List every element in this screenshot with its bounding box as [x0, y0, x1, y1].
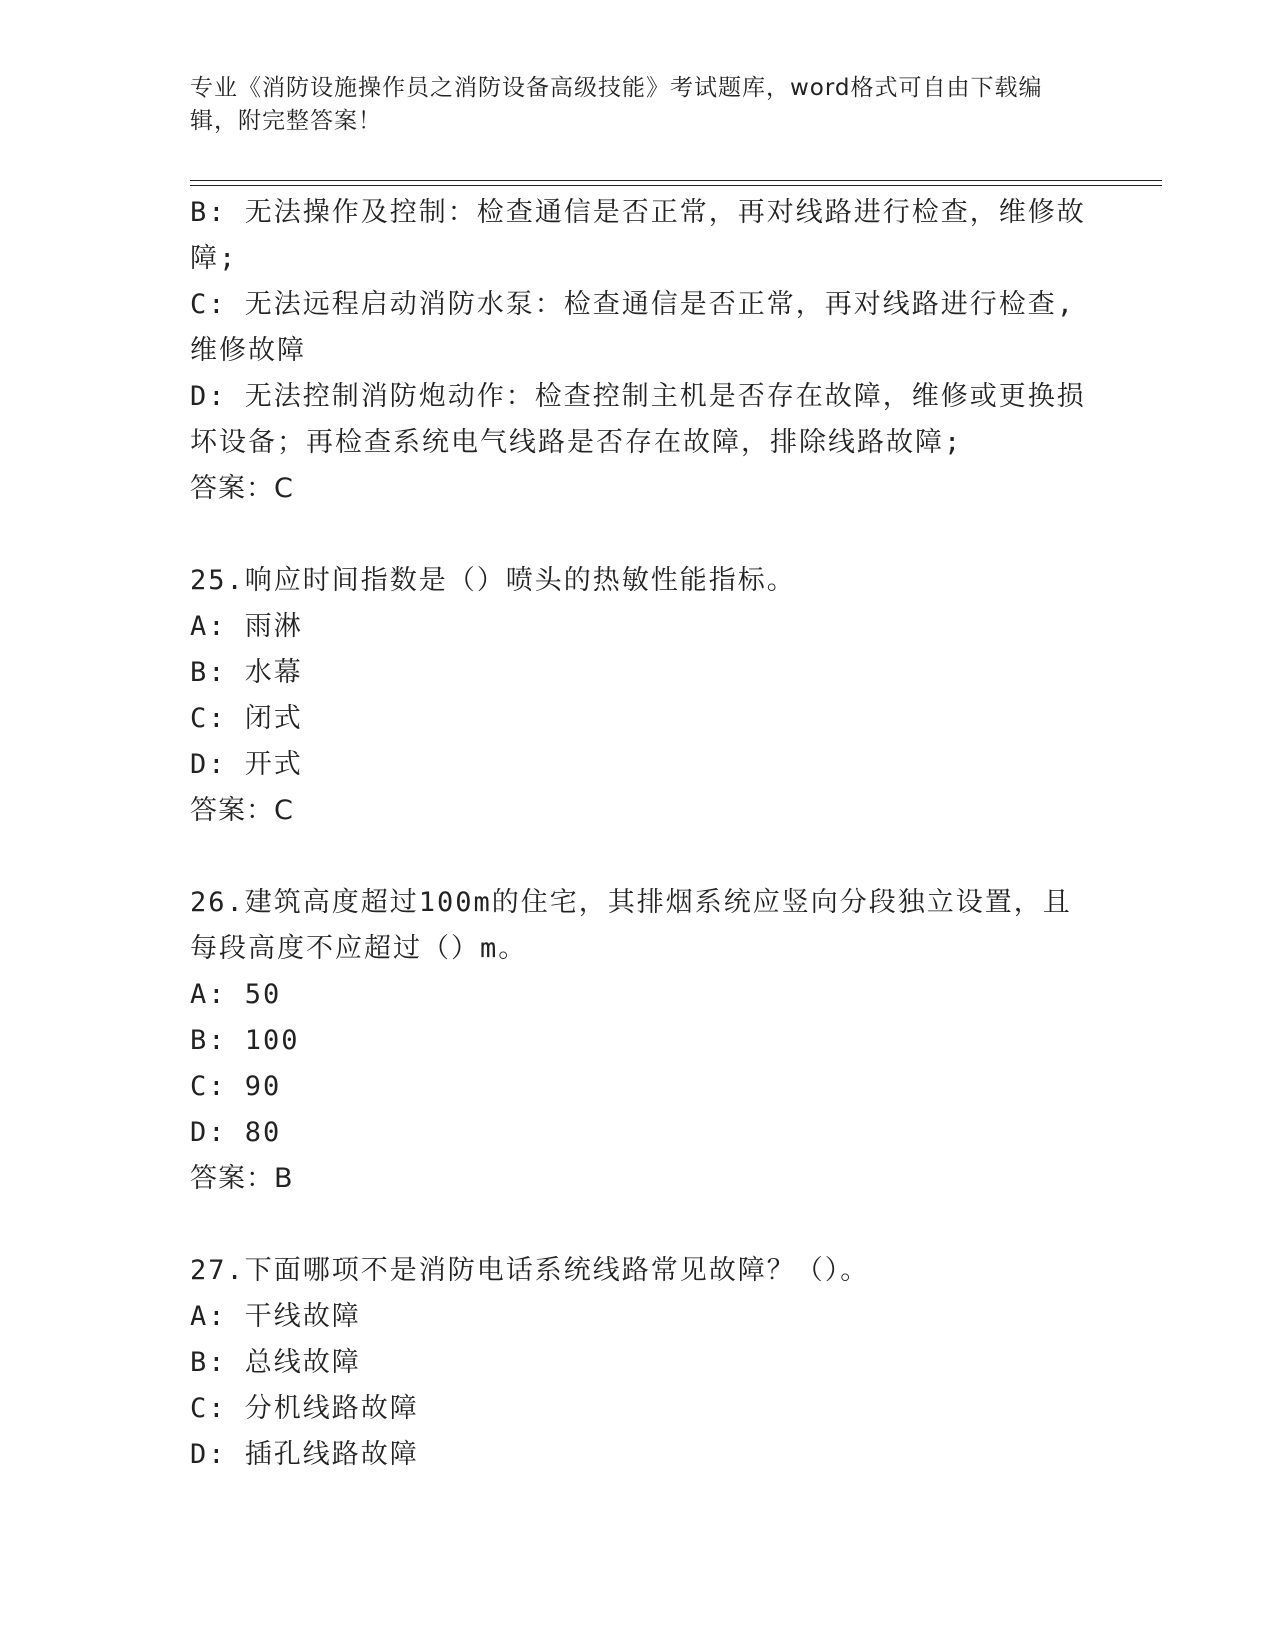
option-line: 坏设备；再检查系统电气线路是否存在故障，排除线路故障;: [190, 427, 963, 458]
question-26: [190, 880, 1090, 1202]
option-b: B: 总线故障: [190, 1347, 361, 1378]
option-a: A: 雨淋: [190, 611, 303, 642]
option-d: D: 开式: [190, 749, 303, 780]
question-25: [190, 558, 1090, 834]
question-stem: 25.响应时间指数是（）喷头的热敏性能指标。: [190, 565, 796, 596]
question-27: [190, 1248, 1090, 1478]
option-c: C: 闭式: [190, 703, 303, 734]
option-c: C: 90: [190, 1071, 282, 1102]
question-spacer: [190, 834, 1090, 880]
question-stem: 26.建筑高度超过100m的住宅，其排烟系统应竖向分段独立设置，且: [190, 887, 1072, 918]
option-line: B: 无法操作及控制：检查通信是否正常，再对线路进行检查，维修故: [190, 197, 1086, 228]
document-header: [190, 72, 1070, 138]
header-rule-top: [190, 180, 1162, 181]
option-line: 维修故障: [190, 335, 306, 366]
header-line-2: 辑，附完整答案！: [190, 108, 382, 134]
option-d: D: 80: [190, 1117, 282, 1148]
option-b: B: 100: [190, 1025, 300, 1056]
answer-line: 答案：C: [190, 795, 294, 826]
option-d: D: 插孔线路故障: [190, 1439, 419, 1470]
header-line-1: 专业《消防设施操作员之消防设备高级技能》考试题库，word格式可自由下载编: [190, 75, 1043, 101]
option-a: A: 干线故障: [190, 1301, 361, 1332]
question-spacer: [190, 512, 1090, 558]
answer-line: 答案：B: [190, 1163, 294, 1194]
option-b: B: 水幕: [190, 657, 303, 688]
option-line: D: 无法控制消防炮动作：检查控制主机是否存在故障，维修或更换损: [190, 381, 1086, 412]
question-stem-continued: 每段高度不应超过（）m。: [190, 933, 528, 964]
question-content: [190, 190, 1090, 1478]
question-spacer: [190, 1202, 1090, 1248]
continued-question: [190, 190, 1090, 512]
answer-line: 答案：C: [190, 473, 294, 504]
option-line: 障;: [190, 243, 238, 274]
option-c: C: 分机线路故障: [190, 1393, 419, 1424]
option-line: C: 无法远程启动消防水泵：检查通信是否正常，再对线路进行检查,: [190, 289, 1076, 320]
question-stem: 27.下面哪项不是消防电话系统线路常见故障？（）。: [190, 1255, 870, 1286]
header-rule-bottom: [190, 185, 1162, 186]
option-a: A: 50: [190, 979, 282, 1010]
